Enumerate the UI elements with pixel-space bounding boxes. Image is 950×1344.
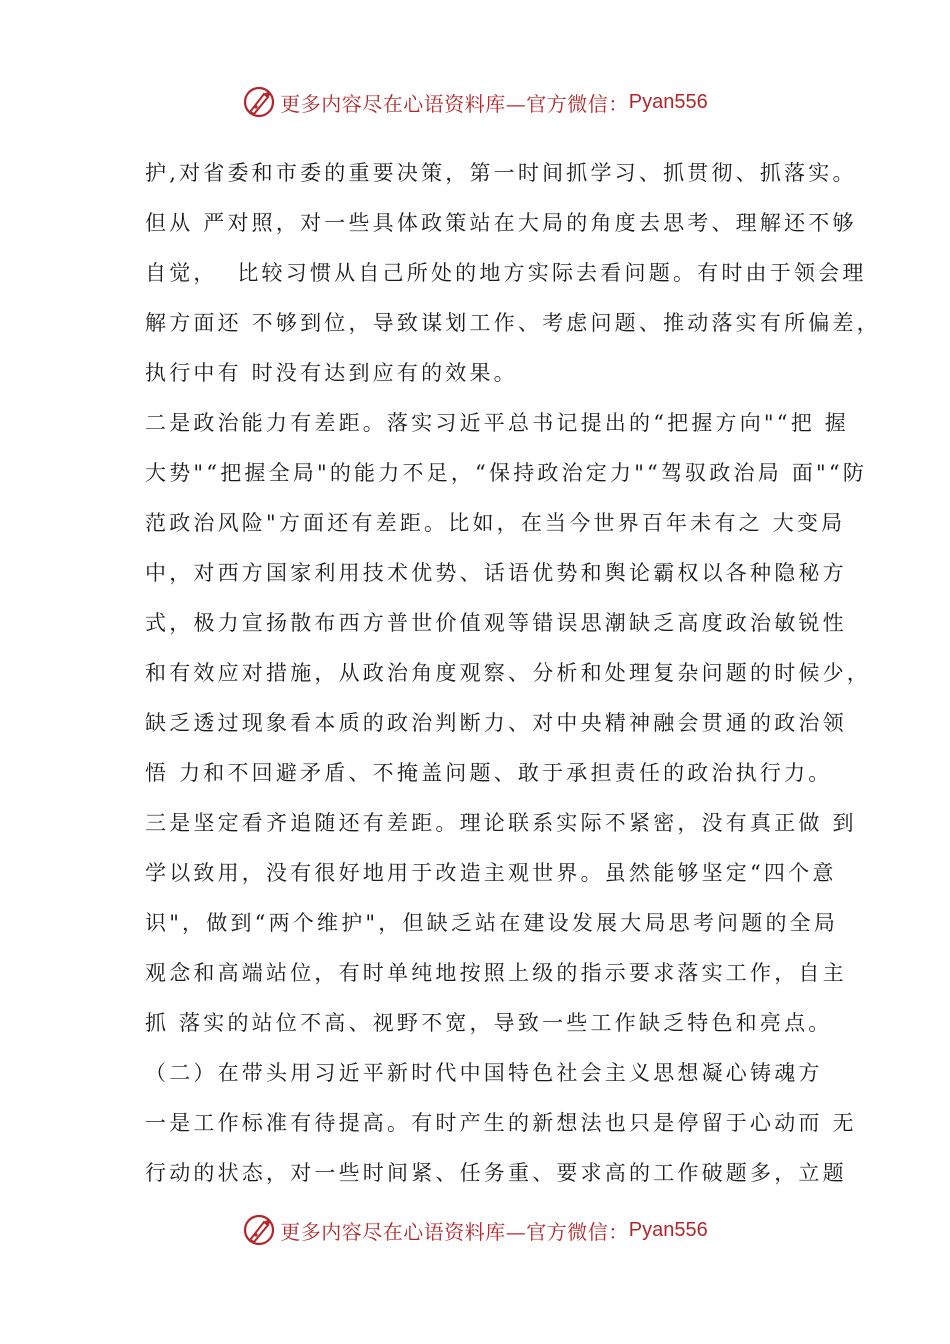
text-line: 缺乏透过现象看本质的政治判断力、对中央精神融会贯通的政治领 xyxy=(145,711,847,735)
pen-nib-icon xyxy=(242,85,276,119)
document-body xyxy=(145,148,881,1198)
text-line: 悟 力和不回避矛盾、不掩盖问题、敢于承担责任的政治执行力。 xyxy=(145,761,833,785)
text-line: 但从 严对照，对一些具体政策站在大局的角度去思考、理解还不够 xyxy=(145,211,857,235)
section-heading: （二）在带头用习近平新时代中国特色社会主义思想凝心铸魂方 xyxy=(145,1061,823,1085)
footer-banner xyxy=(0,1210,950,1250)
banner-text: 更多内容尽在心语资料库—官方微信： xyxy=(280,91,629,116)
text-line: 式，极力宣扬散布西方普世价值观等错误思潮缺乏高度政治敏锐性 xyxy=(145,611,847,635)
text-line: 大势"“把握全局"的能力不足，“保持政治定力"“驾驭政治局 面"“防 xyxy=(145,461,868,485)
text-line: 自觉， 比较习惯从自己所处的地方实际去看问题。有时由于领会理 xyxy=(145,261,867,285)
pen-nib-icon xyxy=(242,1213,276,1247)
text-line: 和有效应对措施，从政治角度观察、分析和处理复杂问题的时候少， xyxy=(145,661,871,685)
text-line: 执行中有 时没有达到应有的效果。 xyxy=(145,361,518,385)
wechat-handle: Pyan556 xyxy=(628,1218,708,1241)
header-banner xyxy=(0,82,950,122)
text-line: 解方面还 不够到位，导致谋划工作、考虑问题、推动落实有所偏差， xyxy=(145,311,881,335)
text-line: 三是坚定看齐追随还有差距。理论联系实际不紧密，没有真正做 到 xyxy=(145,811,857,835)
text-line: 中，对西方国家利用技术优势、话语优势和舆论霸权以各种隐秘方 xyxy=(145,561,847,585)
text-line: 一是工作标准有待提高。有时产生的新想法也只是停留于心动而 无 xyxy=(145,1111,857,1135)
text-line: 观念和高端站位，有时单纯地按照上级的指示要求落实工作，自主 xyxy=(145,961,847,985)
text-line: 护,对省委和市委的重要决策，第一时间抓学习、抓贯彻、抓落实。 xyxy=(145,161,857,185)
text-line: 行动的状态，对一些时间紧、任务重、要求高的工作破题多，立题 xyxy=(145,1161,847,1185)
banner-text: 更多内容尽在心语资料库—官方微信： xyxy=(280,1219,629,1244)
wechat-handle: Pyan556 xyxy=(628,90,708,113)
text-line: 二是政治能力有差距。落实习近平总书记提出的“把握方向"“把 握 xyxy=(145,411,850,435)
text-line: 学以致用，没有很好地用于改造主观世界。虽然能够坚定“四个意 xyxy=(145,861,837,885)
text-line: 抓 落实的站位不高、视野不宽，导致一些工作缺乏特色和亮点。 xyxy=(145,1011,833,1035)
text-line: 识"，做到“两个维护"，但缺乏站在建设发展大局思考问题的全局 xyxy=(145,911,839,935)
text-line: 范政治风险"方面还有差距。比如，在当今世界百年未有之 大变局 xyxy=(145,511,846,535)
